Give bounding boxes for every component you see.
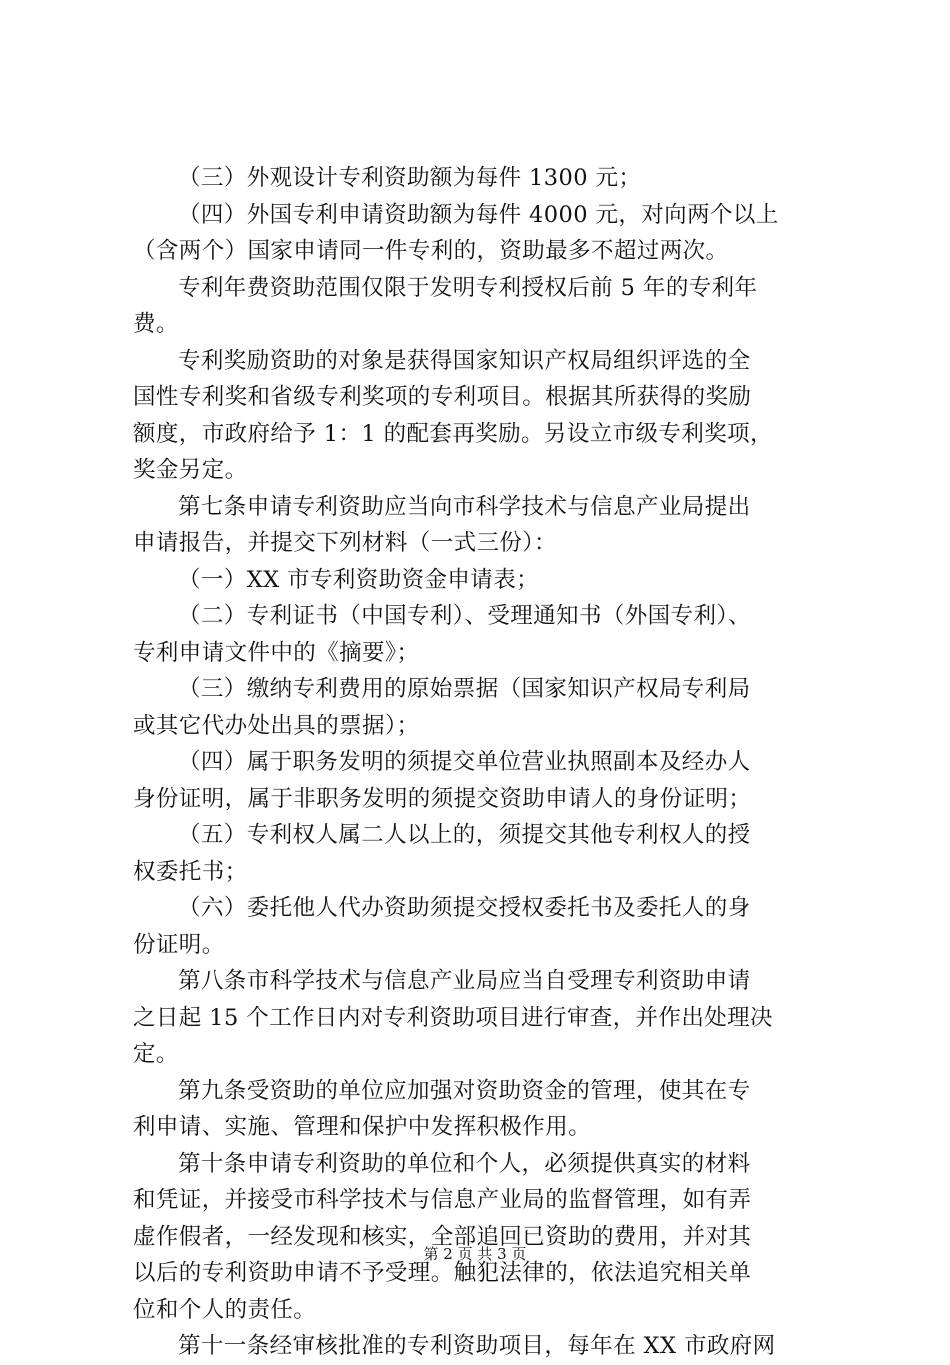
- text-line: 额度，市政府给予 1：1 的配套再奖励。另设立市级专利奖项，: [133, 420, 773, 447]
- text-line: （四）外国专利申请资助额为每件 4000 元，对向两个以上: [178, 201, 779, 228]
- text-line: （五）专利权人属二人以上的，须提交其他专利权人的授: [178, 822, 751, 848]
- page-footer: 第 2 页 共 3 页: [423, 1245, 527, 1263]
- text-line: （三）外观设计专利资助额为每件 1300 元；: [178, 165, 642, 191]
- text-line: 位和个人的责任。: [133, 1296, 317, 1323]
- text-line: 定。: [133, 1041, 179, 1067]
- text-line: 奖金另定。: [133, 457, 248, 483]
- text-line: 费。: [133, 311, 179, 337]
- text-line: 以后的专利资助申请不予受理。触犯法律的，依法追究相关单: [133, 1260, 752, 1286]
- text-line: 专利年费资助范围仅限于发明专利授权后前 5 年的专利年: [178, 274, 758, 301]
- text-line: 专利奖励资助的对象是获得国家知识产权局组织评选的全: [178, 347, 751, 374]
- text-line: 专利申请文件中的《摘要》；: [133, 639, 420, 666]
- text-line: 虚作假者，一经发现和核实，全部追回已资助的费用，并对其: [133, 1223, 752, 1250]
- text-line: 第十条申请专利资助的单位和个人，必须提供真实的材料: [178, 1150, 751, 1177]
- text-line: 或其它代办处出具的票据）；: [133, 712, 420, 739]
- text-line: 和凭证，并接受市科学技术与信息产业局的监督管理，如有弄: [133, 1187, 752, 1213]
- text-line: （含两个）国家申请同一件专利的，资助最多不超过两次。: [133, 238, 729, 264]
- text-line: 权委托书；: [133, 858, 248, 885]
- text-line: 第九条受资助的单位应加强对资助资金的管理，使其在专: [178, 1077, 751, 1104]
- text-line: （三）缴纳专利费用的原始票据（国家知识产权局专利局: [178, 676, 751, 702]
- text-line: 第七条申请专利资助应当向市科学技术与信息产业局提出: [178, 493, 751, 520]
- text-line: 申请报告，并提交下列材料（一式三份）：: [133, 530, 557, 556]
- text-line: （二）专利证书（中国专利）、受理通知书（外国专利）、: [178, 603, 751, 629]
- text-line: （四）属于职务发明的须提交单位营业执照副本及经办人: [178, 749, 751, 775]
- text-line: （六）委托他人代办资助须提交授权委托书及委托人的身: [178, 895, 751, 921]
- text-line: 第八条市科学技术与信息产业局应当自受理专利资助申请: [178, 968, 751, 994]
- text-line: （一）XX 市专利资助资金申请表；: [178, 566, 539, 593]
- text-line: 第十一条经审核批准的专利资助项目，每年在 XX 市政府网: [178, 1333, 776, 1359]
- text-line: 份证明。: [133, 931, 225, 958]
- text-line: 之日起 15 个工作日内对专利资助项目进行审查，并作出处理决: [133, 1004, 773, 1031]
- text-line: 身份证明，属于非职务发明的须提交资助申请人的身份证明；: [133, 785, 752, 812]
- text-line: 国性专利奖和省级专利奖项的专利项目。根据其所获得的奖励: [133, 384, 752, 410]
- document-body: [133, 160, 833, 1365]
- text-line: 利申请、实施、管理和保护中发挥积极作用。: [133, 1114, 592, 1140]
